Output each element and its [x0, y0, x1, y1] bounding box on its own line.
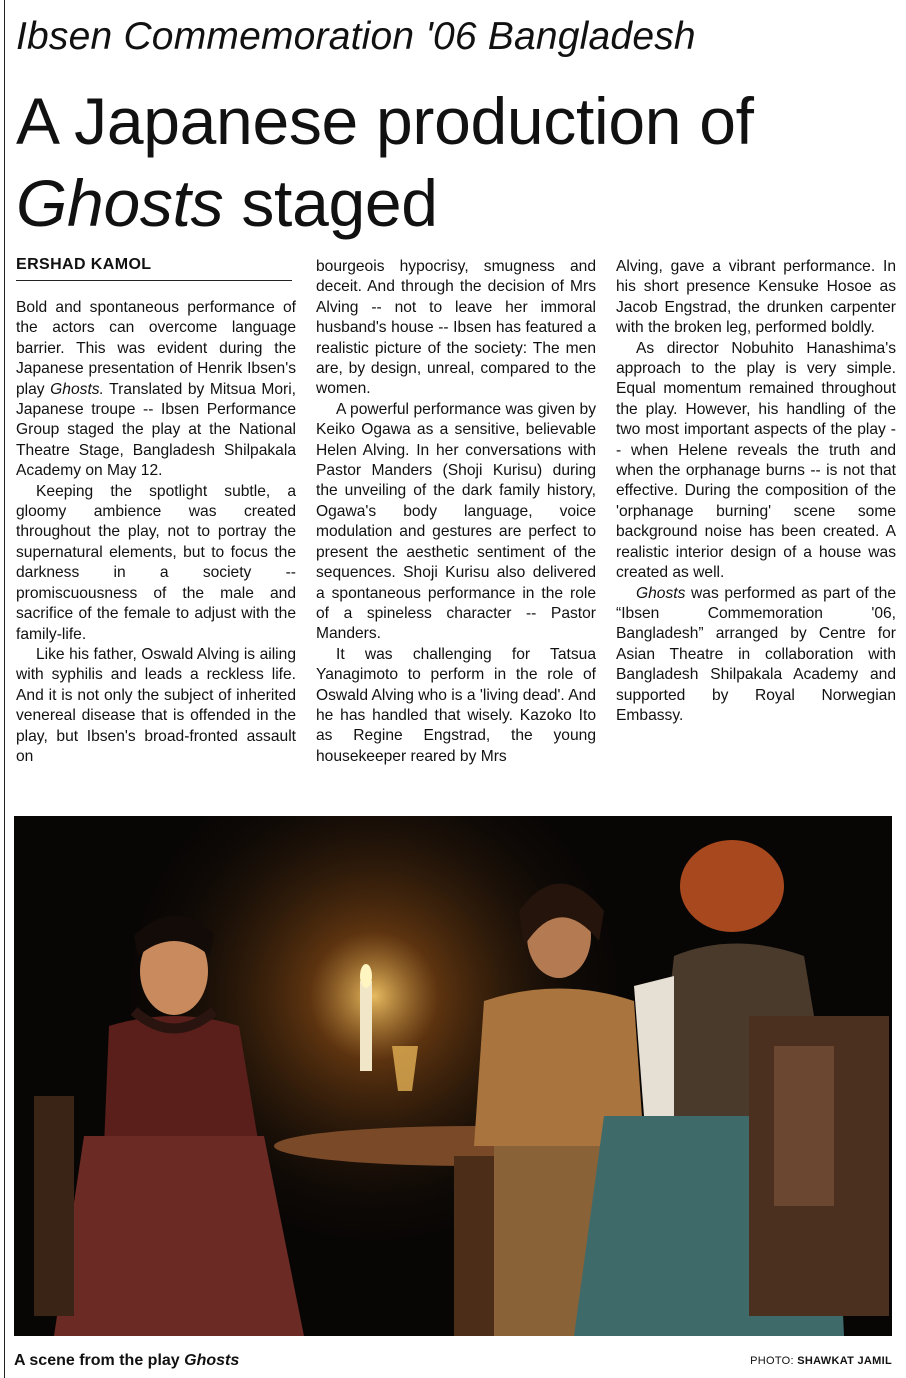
- paragraph: bourgeois hypocrisy, smugness and deceit. And through the decision of Mrs Alving -- not to leave her immoral husband's house -- Ibsen has featured a realistic picture of the society: The men are, by design, unreal, compared to the women.: [316, 258, 596, 398]
- paragraph: Keeping the spotlight subtle, a gloomy ambience was created throughout the play, not to portray the supernatural elements, but to focus the darkness in a society -- promiscuousness of the male and sacrifice of the female to adjust with the family-life.: [16, 482, 296, 643]
- paragraph: It was challenging for Tatsua Yanagimoto to perform in the role of Oswald Alving who is a 'living dead'. And he has handled that wisely. Kazoko Ito as Regine Engstrad, the young housekeeper reared by Mrs: [316, 645, 596, 765]
- left-column-rule: [4, 0, 5, 1378]
- photo-credit: PHOTO: SHAWKAT JAMIL: [750, 1355, 892, 1367]
- paragraph: Ghosts was performed as part of the “Ibsen Commemoration '06, Bangladesh” arranged by Centre for Asian Theatre in collaboration with Bangladesh Shilpakala Academy and supported by Royal Norwegian Embassy.: [616, 584, 896, 724]
- article-column-3: [616, 257, 896, 726]
- headline-italic: Ghosts: [16, 166, 224, 240]
- candle: [360, 981, 372, 1071]
- chair-left: [34, 1096, 74, 1316]
- article-column-2: [316, 257, 596, 767]
- stage-scene-illustration: [14, 816, 892, 1336]
- byline: ERSHAD KAMOL: [16, 256, 292, 281]
- headline: [16, 80, 896, 244]
- paragraph: Like his father, Oswald Alving is ailing with syphilis and leads a reckless life. And it is not only the subject of inherited venereal disease that is offended in the play, but Ibsen's broad-fronted assault on: [16, 645, 296, 765]
- candle-flame: [360, 964, 372, 988]
- headline-part1: A Japanese production of: [16, 84, 754, 158]
- paragraph: A powerful performance was given by Keiko Ogawa as a sensitive, believable Helen Alving. In her conversations with Pastor Manders (Shoji Kurisu) during the unveiling of the dark family history, Ogawa's body language, voice modulation and gestures are perfect to present the aesthetic sentiment of the sequences. Shoji Kurisu also delivered a spontaneous performance in the role of a spineless character -- Pastor Manders.: [316, 400, 596, 643]
- stage-photo: [14, 816, 892, 1336]
- paragraph: Bold and spontaneous performance of the actors can overcome language barrier. This was evident during the Japanese presentation of Henrik Ibsen's play Ghosts. Translated by Mitsua Mori, Japanese troupe -- Ibsen Performance Group staged the play at the National Theatre Stage, Bangladesh Shilpakala Academy on May 12.: [16, 299, 296, 480]
- chair-right: [749, 1016, 889, 1316]
- article-column-1: [16, 298, 296, 767]
- paragraph: As director Nobuhito Hanashima's approach to the play is very simple. Equal momentum remained throughout the play. However, his handling of the two most important aspects of the play -- when Helene reveals the truth and when the orphanage burns -- is not that effective. During the composition of the 'orphanage burning' scene some background noise has been created. A realistic interior design of a house was created as well.: [616, 339, 896, 582]
- paragraph: Alving, gave a vibrant performance. In his short presence Kensuke Hosoe as Jacob Engstrad, the drunken carpenter with the broken leg, performed boldly.: [616, 258, 896, 337]
- headline-part2: staged: [223, 166, 438, 240]
- photo-caption: A scene from the play Ghosts: [14, 1352, 240, 1369]
- section-kicker: Ibsen Commemoration '06 Bangladesh: [16, 15, 696, 58]
